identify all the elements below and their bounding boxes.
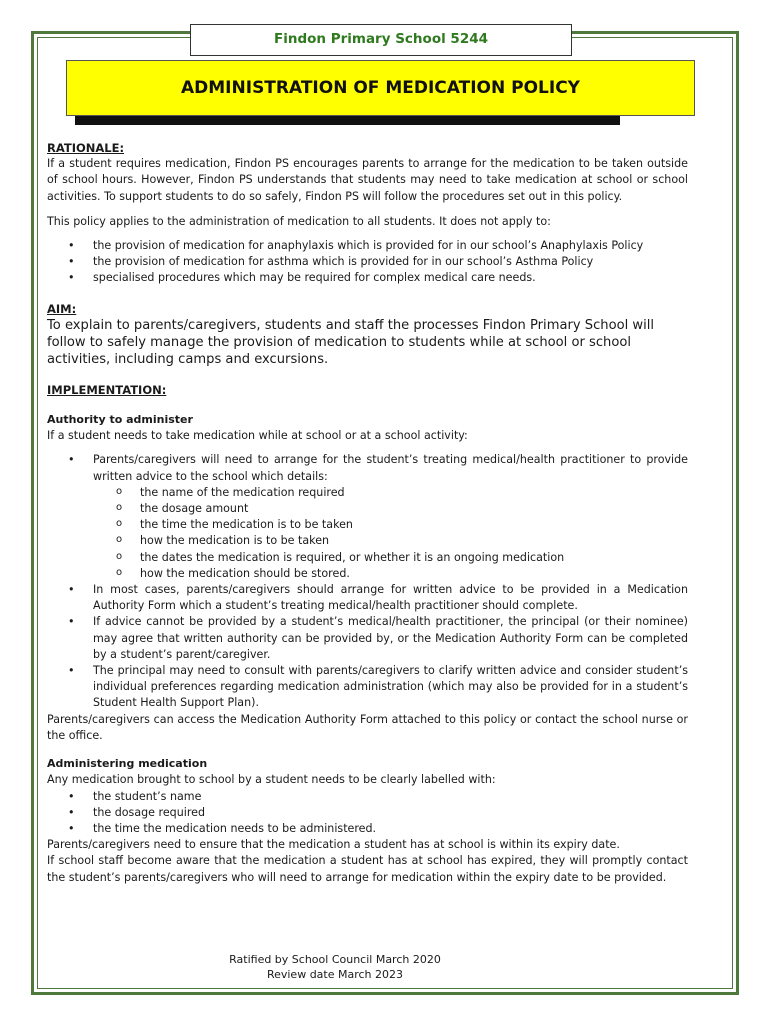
expiry-paragraph: Parents/caregivers need to ensure that the medication a student has at school is within its expiry date. bbox=[47, 838, 620, 852]
authority-intro: If a student needs to take medication while at school or at a school activity: bbox=[47, 429, 468, 443]
sublist-item: o how the medication should be stored. bbox=[93, 566, 688, 582]
sublist-item: o the dates the medication is required, or whether it is an ongoing medication bbox=[93, 550, 688, 566]
sublist-item: o how the medication is to be taken bbox=[93, 533, 688, 549]
policy-body bbox=[47, 140, 688, 886]
authority-list bbox=[47, 452, 688, 711]
rationale-paragraph: If a student requires medication, Findon PS encourages parents to arrange for the medication to be taken outside of school hours. However, Findon PS understands that students may need to take medication at school or school activities. To support students to do so safely, Findon PS will follow the procedures set out in this policy. bbox=[47, 157, 688, 203]
list-item bbox=[47, 452, 688, 582]
details-sublist bbox=[93, 485, 688, 582]
school-name: Findon Primary School 5244 bbox=[273, 31, 488, 47]
authority-subheading: Authority to administer bbox=[47, 413, 193, 427]
list-item: • the provision of medication for asthma which is provided for in our school’s Asthma Policy bbox=[47, 254, 688, 270]
sublist-item: o the time the medication is to be taken bbox=[93, 517, 688, 533]
expired-paragraph: If school staff become aware that the medication a student has at school has expired, they will promptly contact the student’s parents/caregivers who will need to arrange for medication within the expiry date to be provided. bbox=[47, 854, 688, 884]
applies-paragraph: This policy applies to the administration of medication to all students. It does not apply to: bbox=[47, 214, 551, 228]
list-item: • the student’s name bbox=[47, 789, 688, 805]
list-item: • specialised procedures which may be required for complex medical care needs. bbox=[47, 270, 688, 286]
school-name-box bbox=[190, 24, 572, 56]
aim-heading: AIM: bbox=[47, 301, 77, 316]
administering-subheading: Administering medication bbox=[47, 757, 208, 771]
exclusions-list bbox=[47, 238, 688, 287]
title-banner bbox=[66, 60, 695, 116]
list-item: • the dosage required bbox=[47, 805, 688, 821]
aim-text: To explain to parents/caregivers, students and staff the processes Findon Primary School will follow to safely manage the provision of medication to students while at school or school activities, including camps and excursions. bbox=[47, 317, 655, 367]
ratified-text: Ratified by School Council March 2020 bbox=[229, 953, 441, 966]
implementation-heading: IMPLEMENTATION: bbox=[47, 382, 167, 397]
review-date-text: Review date March 2023 bbox=[266, 967, 404, 981]
document-title: ADMINISTRATION OF MEDICATION POLICY bbox=[181, 78, 580, 98]
list-item: • the provision of medication for anaphylaxis which is provided for in our school’s Anaphylaxis Policy bbox=[47, 238, 688, 254]
list-item-text: Parents/caregivers will need to arrange for the student’s treating medical/health practitioner to provide written advice to the school which details: bbox=[93, 453, 688, 483]
list-item: • In most cases, parents/caregivers should arrange for written advice to be provided in a Medication Authority Form which a student’s treating medical/health practitioner should complete. bbox=[47, 582, 688, 614]
administering-intro: Any medication brought to school by a student needs to be clearly labelled with: bbox=[47, 773, 496, 787]
rationale-heading: RATIONALE: bbox=[47, 141, 125, 155]
list-item: • The principal may need to consult with parents/caregivers to clarify written advice and consider student’s individual preferences regarding medication administration (which may also be provided for in a student’s Student Health Support Plan). bbox=[47, 663, 688, 712]
list-item: • If advice cannot be provided by a student’s medical/health practitioner, the principal (or their nominee) may agree that written authority can be provided by, or the Medication Authority Form can be completed by a student’s parent/caregiver. bbox=[47, 614, 688, 663]
labels-list bbox=[47, 789, 688, 838]
sublist-item: o the name of the medication required bbox=[93, 485, 688, 501]
authority-closing: Parents/caregivers can access the Medication Authority Form attached to this policy or contact the school nurse or the office. bbox=[47, 712, 688, 742]
sublist-item: o the dosage amount bbox=[93, 501, 688, 517]
list-item: • the time the medication needs to be administered. bbox=[47, 821, 688, 837]
footer bbox=[0, 953, 670, 982]
